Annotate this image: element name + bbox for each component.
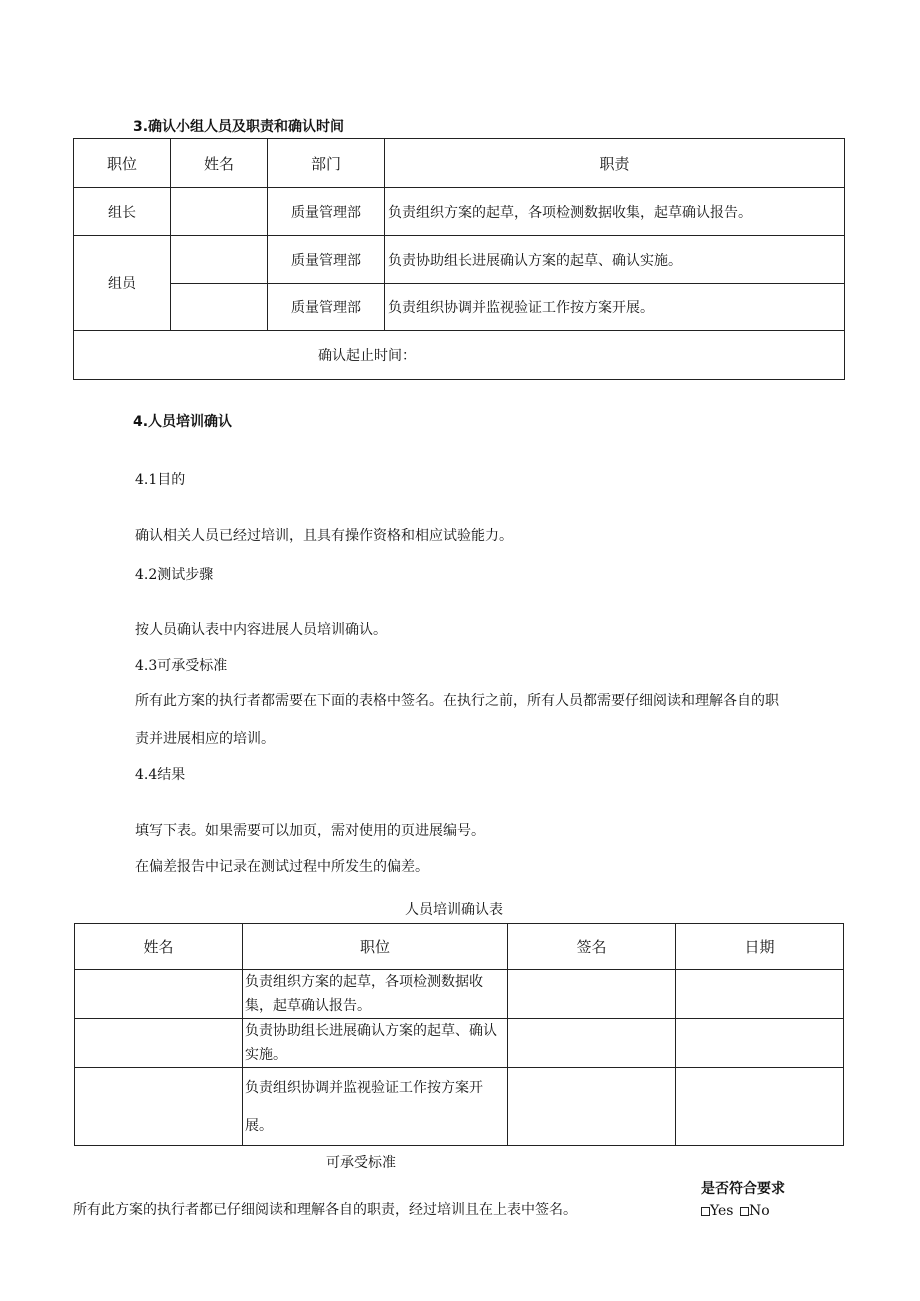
training-table	[74, 923, 844, 1146]
cell-position: 负责协助组长进展确认方案的起草、确认实施。	[243, 1019, 508, 1068]
cell-signature[interactable]	[508, 1068, 676, 1146]
acceptance-criteria: 所有此方案的执行者都已仔细阅读和理解各自的职责，经过培训且在上表中签名。	[73, 1202, 577, 1218]
cell-dept: 质量管理部	[268, 188, 385, 236]
compliance-label: 是否符合要求	[701, 1181, 785, 1197]
cell-duty: 负责组织协调并监视验证工作按方案开展。	[385, 284, 845, 331]
table-row	[74, 188, 845, 236]
compliance-options	[701, 1201, 770, 1221]
table-footer-row	[74, 331, 845, 380]
table-header-row	[75, 924, 844, 970]
cell-signature[interactable]	[508, 970, 676, 1019]
table-row	[74, 284, 845, 331]
header-name: 姓名	[75, 924, 243, 970]
table-row	[74, 236, 845, 284]
table-header-row	[74, 139, 845, 188]
header-signature: 签名	[508, 924, 676, 970]
cell-name[interactable]	[75, 1019, 243, 1068]
header-name: 姓名	[171, 139, 268, 188]
table-row	[75, 1019, 844, 1068]
subsection-4-2-title: 4.2测试步骤	[135, 567, 214, 583]
subsection-4-3-title: 4.3可承受标准	[135, 658, 228, 674]
header-duty: 职责	[385, 139, 845, 188]
no-label: No	[748, 1203, 770, 1219]
subsection-4-4-title: 4.4结果	[135, 767, 186, 783]
cell-dept: 质量管理部	[268, 236, 385, 284]
training-table-title: 人员培训确认表	[405, 902, 503, 918]
cell-name[interactable]	[75, 970, 243, 1019]
team-table	[73, 138, 845, 380]
header-position: 职位	[74, 139, 171, 188]
subsection-4-1-title: 4.1目的	[135, 472, 186, 488]
subsection-4-4-text-2: 在偏差报告中记录在测试过程中所发生的偏差。	[135, 859, 429, 875]
cell-position: 组长	[74, 188, 171, 236]
header-date: 日期	[676, 924, 844, 970]
cell-name	[171, 284, 268, 331]
section3-heading: 3.确认小组人员及职责和确认时间	[133, 119, 345, 135]
cell-name[interactable]	[75, 1068, 243, 1146]
subsection-4-1-text: 确认相关人员已经过培训，且具有操作资格和相应试验能力。	[135, 528, 513, 544]
cell-position: 负责组织方案的起草，各项检测数据收集，起草确认报告。	[243, 970, 508, 1019]
table-row	[75, 970, 844, 1019]
confirm-period: 确认起止时间：	[74, 331, 845, 380]
no-checkbox[interactable]	[740, 1207, 749, 1216]
cell-dept: 质量管理部	[268, 284, 385, 331]
subsection-4-3-text-1: 所有此方案的执行者都需要在下面的表格中签名。在执行之前，所有人员都需要仔细阅读和理解各自的职	[135, 693, 779, 709]
header-dept: 部门	[268, 139, 385, 188]
cell-date[interactable]	[676, 970, 844, 1019]
subsection-4-3-text-2: 责并进展相应的培训。	[135, 731, 275, 747]
cell-duty: 负责组织方案的起草，各项检测数据收集，起草确认报告。	[385, 188, 845, 236]
acceptance-title: 可承受标准	[326, 1155, 396, 1171]
yes-label: Yes	[710, 1203, 734, 1219]
section4-heading: 4.人员培训确认	[133, 414, 233, 430]
cell-date[interactable]	[676, 1068, 844, 1146]
cell-name	[171, 236, 268, 284]
header-position: 职位	[243, 924, 508, 970]
subsection-4-2-text: 按人员确认表中内容进展人员培训确认。	[135, 622, 387, 638]
cell-position: 负责组织协调并监视验证工作按方案开展。	[243, 1068, 508, 1146]
cell-date[interactable]	[676, 1019, 844, 1068]
cell-name	[171, 188, 268, 236]
table-row	[75, 1068, 844, 1146]
yes-checkbox[interactable]	[701, 1207, 710, 1216]
cell-duty: 负责协助组长进展确认方案的起草、确认实施。	[385, 236, 845, 284]
subsection-4-4-text-1: 填写下表。如果需要可以加页，需对使用的页进展编号。	[135, 823, 485, 839]
cell-position: 组员	[74, 236, 171, 331]
cell-signature[interactable]	[508, 1019, 676, 1068]
